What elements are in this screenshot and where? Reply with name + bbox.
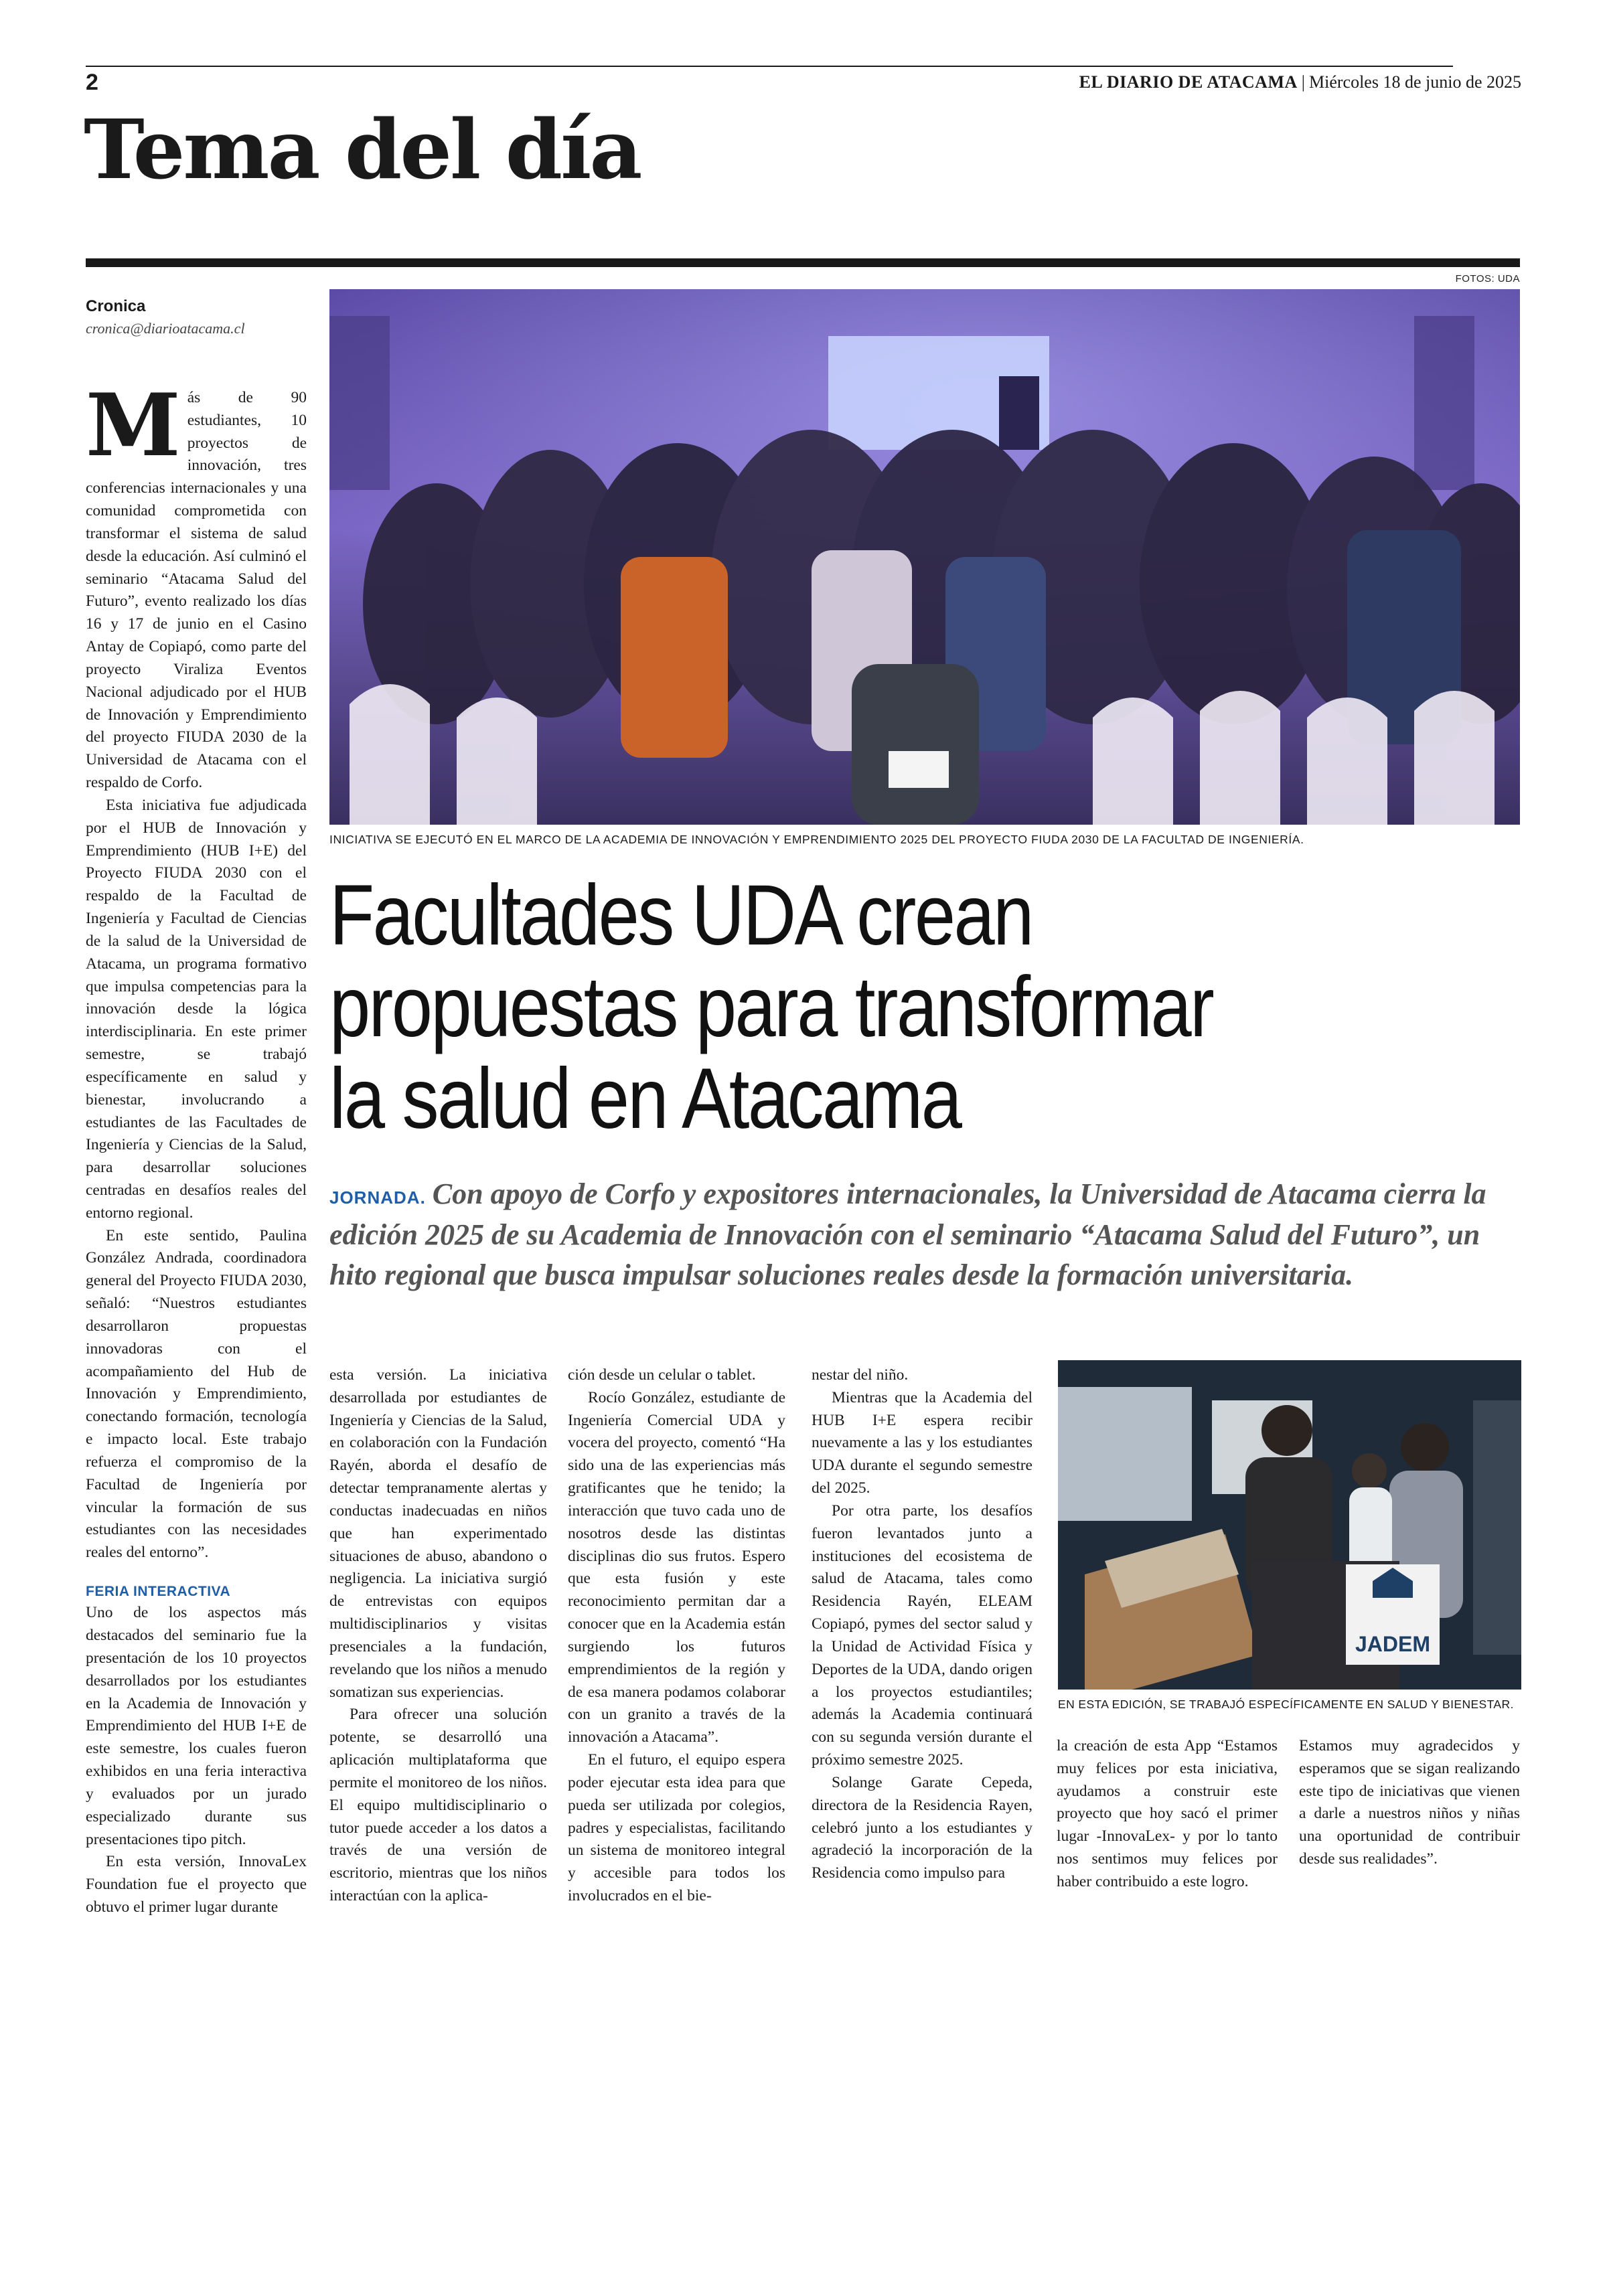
headline-line-3: la salud en Atacama — [329, 1050, 961, 1147]
newspaper-name: EL DIARIO DE ATACAMA — [1079, 72, 1298, 92]
paragraph: nestar del niño. — [812, 1366, 909, 1384]
main-photo-caption: INICIATIVA SE EJECUTÓ EN EL MARCO DE LA ACADEMIA DE INNOVACIÓN Y EMPRENDIMIENTO 2025 DEL PROYECTO FIUDA 2030 DE LA FACULTAD DE INGENIERÍA. — [329, 833, 1304, 846]
top-rule — [86, 66, 1453, 67]
lead-paragraph — [329, 1174, 1520, 1296]
section-rule — [86, 258, 1520, 267]
paragraph: la creación de esta App “Estamos muy felices por esta iniciativa, ayudamos a construir este proyecto que hoy sacó el primer lugar -InnovaLex- y por lo tanto nos sentimos muy felices por haber contribuido a este logro. — [1057, 1737, 1278, 1890]
lead-text: Con apoyo de Corfo y expositores internacionales, la Universidad de Atacama cierra la edición 2025 de su Academia de Innovación con el seminario “Atacama Salud del Futuro”, un hito regional que busca impulsar soluciones reales desde la formación universitaria. — [329, 1177, 1486, 1292]
subheading: FERIA INTERACTIVA — [86, 1584, 231, 1600]
photo-credit: FOTOS: UDA — [1455, 273, 1520, 284]
paragraph: Más de 90 estudiantes, 10 proyectos de innovación, tres conferencias internacionales y una comunidad comprometida con transformar el sistema de salud desde la educación. Así culminó el seminario “Atacama Salud del Futuro”, evento realizado los días 16 y 17 de junio en el Casino Antay de Copiapó, como parte del proyecto Viraliza Eventos Nacional adjudicado por el HUB de Innovación y Emprendimiento del proyecto FIUDA 2030 de la Universidad de Atacama con el respaldo de Corfo. — [86, 376, 307, 792]
paragraph: Estamos muy agradecidos y esperamos que se sigan realizando este tipo de iniciativas que vienen a darle a nuestros niños y niñas una oportunidad de contribuir desde sus realidades”. — [1299, 1737, 1520, 1868]
drop-cap: M — [86, 376, 181, 476]
main-photo — [329, 289, 1520, 825]
article-column-2 — [329, 1364, 547, 1908]
paragraph: Rocío González, estudiante de Ingeniería Comercial UDA y vocera del proyecto, comentó “Ha sido una de las experiencias más gratificantes que he tenido; la interacción que tuvo cada uno de nosotros desde las distintas disciplinas dio sus frutos. Espero que esta fusión y este reconocimiento permitan dar a conocer que en la Academia están surgiendo los futuros emprendimientos de la región y de esa manera podamos colaborar con un granito a través de la innovación a Atacama”. — [568, 1388, 785, 1746]
headline-line-1: Facultades UDA crean — [329, 868, 1032, 963]
section-title: Tema del día — [84, 101, 641, 197]
paragraph: Por otra parte, los desafíos fueron levantados junto a instituciones del ecosistema de salud de Atacama, tales como Residencia Rayén, ELEAM Copiapó, pymes del sector salud y la Unidad de Actividad Física y Deportes de la UDA, dando origen a los proyectos estudiantiles; además la Academia continuará con su segunda versión durante el próximo semestre 2025. — [812, 1501, 1032, 1769]
paragraph: Solange Garate Cepeda, directora de la Residencia Rayen, celebró junto a los estudiantes y agradeció la incorporación de la Residencia como impulso para — [812, 1773, 1032, 1882]
paragraph: En esta versión, InnovaLex Foundation fue el proyecto que obtuvo el primer lugar durante — [86, 1853, 307, 1916]
paragraph: En el futuro, el equipo espera poder ejecutar esta idea para que pueda ser utilizada por colegios, padres y especialistas, facilitando un sistema de monitoreo integral y accesible para todos los involucrados en el bie- — [568, 1751, 785, 1905]
headline-line-2: propuestas para transformar — [329, 959, 1213, 1055]
paragraph: En este sentido, Paulina González Andrada, coordinadora general del Proyecto FIUDA 2030, señaló: “Nuestros estudiantes desarrollaron propuestas innovadoras con el acompañamiento del Hub de Innovación y Emprendimiento, conectando formación, tecnología e impacto local. Este trabajo refuerza el compromiso de la Facultad de Ingeniería por vincular la formación de sus estudiantes con las necesidades reales del entorno”. — [86, 1226, 307, 1562]
side-photo-caption: EN ESTA EDICIÓN, SE TRABAJÓ ESPECÍFICAMENTE EN SALUD Y BIENESTAR. — [1058, 1698, 1514, 1711]
group-photo-illustration — [329, 289, 1520, 825]
byline-name: Cronica — [86, 297, 146, 315]
paragraph: Uno de los aspectos más destacados del seminario fue la presentación de los 10 proyectos desarrollados por los estudiantes en la Academia de Innovación y Emprendimiento del HUB I+E de este semestre, los cuales fueron exhibidos en una feria interactiva y evaluados por un jurado especializado durante sus presentaciones tipo pitch. — [86, 1604, 307, 1848]
headline — [329, 870, 1355, 1145]
issue-date: Miércoles 18 de junio de 2025 — [1309, 72, 1521, 92]
paragraph: Mientras que la Academia del HUB I+E espera recibir nuevamente a las y los estudiantes UDA durante el segundo semestre del 2025. — [812, 1388, 1032, 1497]
paragraph: Para ofrecer una solución potente, se desarrolló una aplicación multiplataforma que permite el monitoreo de los niños. El equipo multidisciplinario o tutor puede acceder a los datos a través de una versión de escritorio, mientras que los niños interactúan con la aplica- — [329, 1706, 547, 1905]
podium-label: JADEM — [1355, 1632, 1431, 1656]
paragraph: Esta iniciativa fue adjudicada por el HUB de Innovación y Emprendimiento (HUB I+E) del Proyecto FIUDA 2030 con el respaldo de la Facultad de Ingeniería y Facultad de Ciencias de la salud de la Universidad de Atacama, un programa formativo que impulsa competencias para la innovación desde la lógica interdisciplinaria. En este primer semestre, se trabajó específicamente en salud y bienestar, involucrando a estudiantes de las Facultades de Ingeniería y Ciencias de la Salud, para desarrollar soluciones centradas en desafíos reales del entorno regional. — [86, 796, 307, 1222]
side-photo — [1058, 1360, 1521, 1690]
masthead — [1079, 72, 1521, 92]
paragraph: esta versión. La iniciativa desarrollada por estudiantes de Ingeniería y Ciencias de la Salud, en colaboración con la Fundación Rayén, aborda el desafío de detectar tempranamente alertas y conductas inadecuadas en niños que han experimentado situaciones de abuso, abandono o negligencia. La iniciativa surgió de entrevistas con equipos multidisciplinarios y visitas presenciales a la fundación, revelando que los niños a menudo somatizan sus experiencias. — [329, 1366, 547, 1701]
byline-email[interactable]: cronica@diarioatacama.cl — [86, 320, 245, 337]
article-column-6 — [1299, 1735, 1520, 1871]
podium-photo-illustration — [1058, 1360, 1521, 1690]
article-column-1 — [86, 376, 307, 1919]
page-number: 2 — [86, 70, 98, 95]
article-column-5 — [1057, 1735, 1278, 1894]
lead-kicker: JORNADA. — [329, 1187, 426, 1208]
paragraph: ción desde un celular o tablet. — [568, 1366, 756, 1384]
article-column-3 — [568, 1364, 785, 1908]
masthead-separator: | — [1301, 72, 1305, 92]
article-column-4 — [812, 1364, 1032, 1885]
